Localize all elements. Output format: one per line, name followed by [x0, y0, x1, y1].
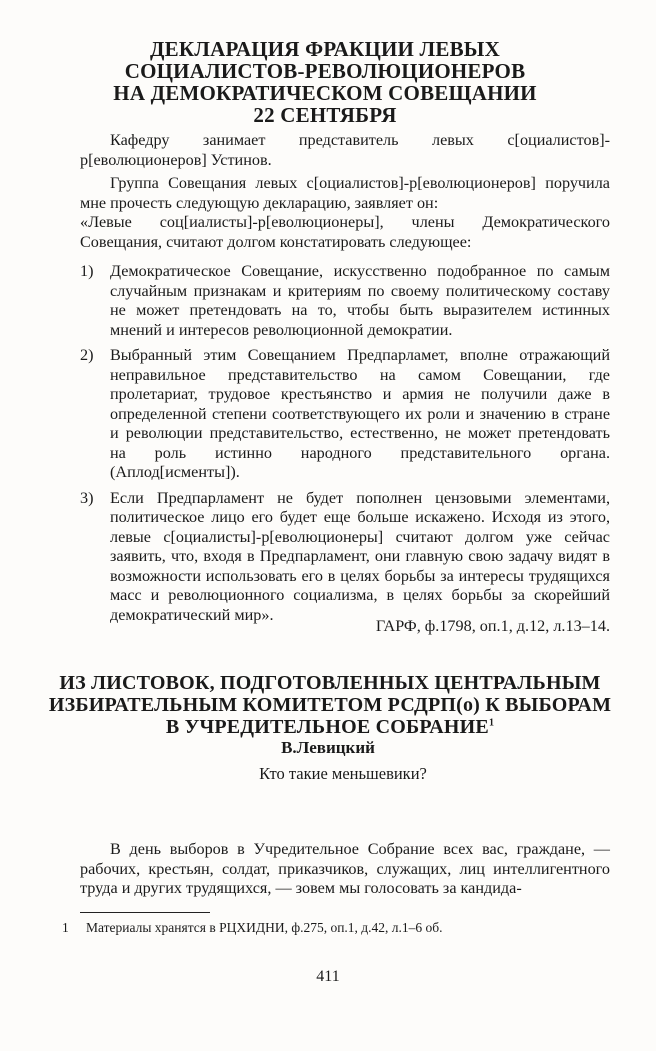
archive-source: ГАРФ, ф.1798, оп.1, д.12, л.13–14.	[375, 617, 610, 635]
footnote-number: 1	[62, 920, 69, 935]
paragraph: В день выборов в Учредительное Собрание всех вас, граждане, — рабочих, крестьян, солдат, приказчиков, служащих, лиц интеллигентного труда и других трудящихся, — зовем мы голосовать за кандида-	[80, 840, 610, 897]
page-number: 411	[316, 968, 340, 985]
paragraph: Кафедру занимает представитель левых с[оциалистов]-р[еволюционеров] Устинов.	[80, 131, 610, 169]
title-line: НА ДЕМОКРАТИЧЕСКОМ СОВЕЩАНИИ	[113, 81, 537, 105]
item-number: 1)	[80, 262, 94, 280]
title-line-text: В УЧРЕДИТЕЛЬНОЕ СОБРАНИЕ	[165, 716, 489, 738]
footnote-ref[interactable]: 1	[488, 717, 495, 729]
item-number: 2)	[80, 346, 94, 364]
title-line: ДЕКЛАРАЦИЯ ФРАКЦИИ ЛЕВЫХ	[150, 37, 500, 61]
item-text: Выбранный этим Совещанием Предпарламет, вполне отражающий неправильное представительство на самом Совещании, где пролетариат, трудовое крестьянство и армия не получили даже в определенной степени соответствующего их роли и значению в стране и революции представительство, естественно, не может претендовать на роль истинно народного представительного органа. (Аплод[исменты]).	[110, 346, 610, 481]
list-item	[80, 489, 610, 626]
title-line	[40, 716, 620, 738]
declaration-intro	[80, 131, 610, 252]
item-number: 3)	[80, 488, 94, 507]
declaration-points	[80, 262, 610, 631]
title-line: ИЗ ЛИСТОВОК, ПОДГОТОВЛЕННЫХ ЦЕНТРАЛЬНЫМ	[59, 672, 601, 694]
title-line: СОЦИАЛИСТОВ-РЕВОЛЮЦИОНЕРОВ	[124, 59, 526, 83]
item-text: Демократическое Совещание, искусственно подобранное по самым случайным признакам и критериям по своему политическому составу не может претендовать на то, чтобы быть выразителем истинных мнений и интересов революционной демократии.	[110, 262, 610, 339]
leaflets-title	[40, 672, 620, 738]
item-text: Если Предпарламент не будет пополнен цензовыми элементами, политическое лицо его будет еще больше искажено. Исходя из этого, левые с[оциалисты]-р[еволюционеры] считают долгом уже сейчас заявить, что, входя в Предпарламент, они главную свою задачу видят в возможности использовать его в целях борьбы за интересы трудящихся масс и революционного социализма, в целях борьбы за скорейший демократический мир».	[110, 488, 610, 624]
author-name: В.Левицкий	[281, 738, 375, 757]
list-item	[80, 262, 610, 340]
footnote-divider	[80, 912, 210, 913]
footnote-text: Материалы хранятся в РЦХИДНИ, ф.275, оп.1, д.42, л.1–6 об.	[86, 920, 443, 935]
title-line: 22 СЕНТЯБРЯ	[253, 103, 397, 127]
paragraph: Группа Совещания левых с[оциалистов]-р[еволюционеров] поручила мне прочесть следующую декларацию, заявляет он:	[80, 174, 610, 212]
list-item	[80, 346, 610, 483]
leaflet-text	[80, 840, 610, 899]
declaration-title	[60, 38, 590, 126]
leaflet-subtitle: Кто такие меньшевики?	[259, 764, 427, 783]
title-line: ИЗБИРАТЕЛЬНЫМ КОМИТЕТОМ РСДРП(о) К ВЫБОРАМ	[48, 694, 612, 716]
footnote	[62, 920, 622, 936]
paragraph: «Левые соц[иалисты]-р[еволюционеры], члены Демократического Совещания, считают долгом констатировать следующее:	[80, 213, 610, 251]
